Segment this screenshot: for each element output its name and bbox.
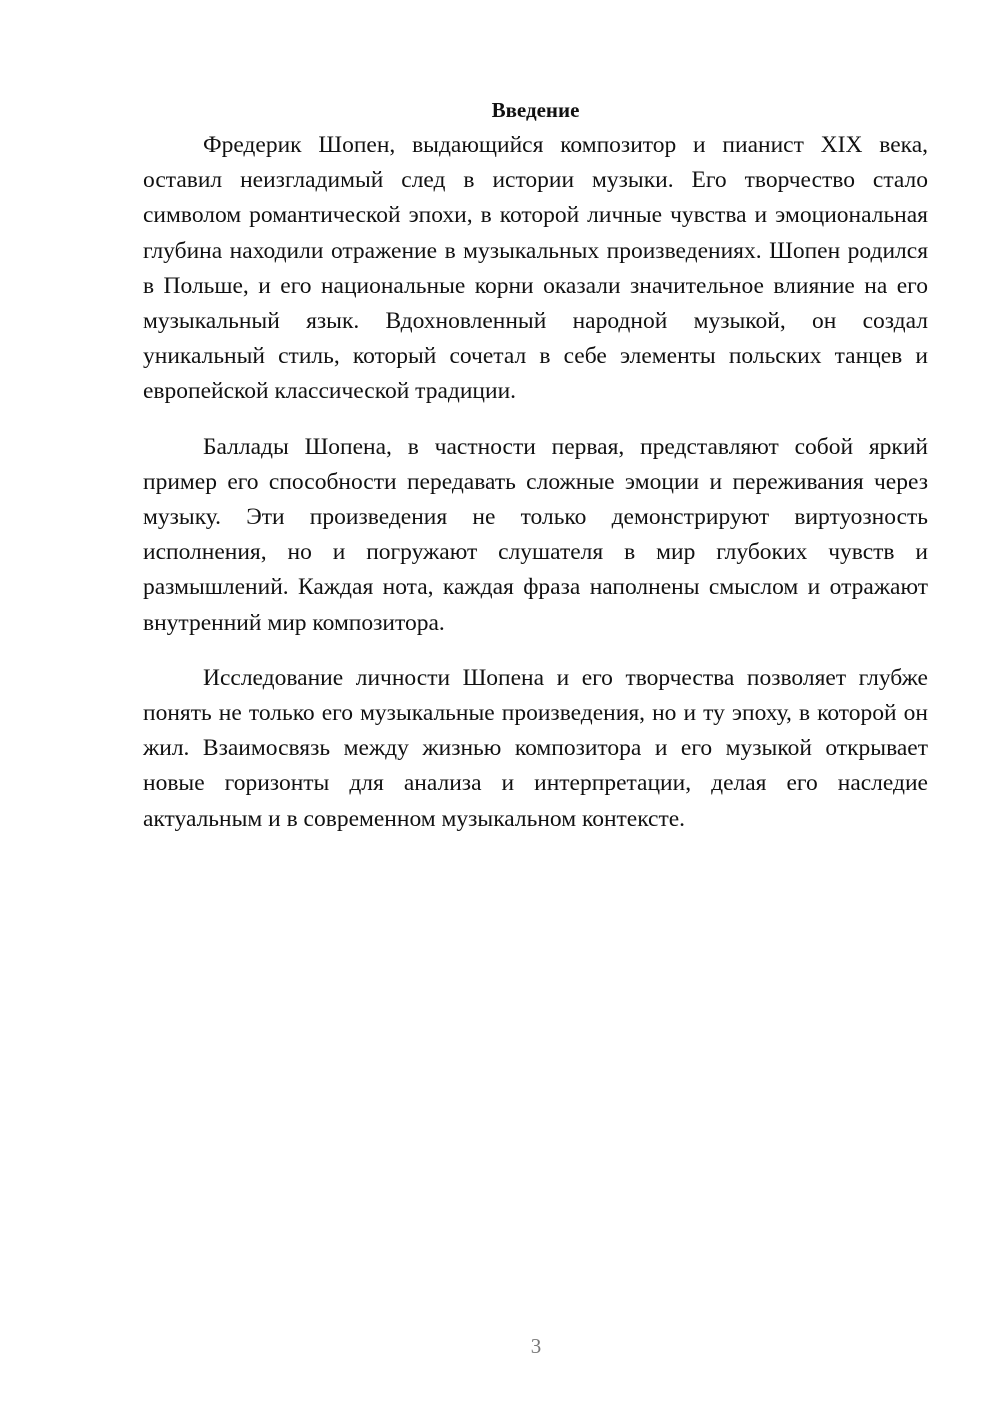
page-number: 3: [530, 1334, 542, 1358]
paragraph-1: Фредерик Шопен, выдающийся композитор и пианист XIX века, оставил неизгладимый след в истории музыки. Его творчество стало символом романтической эпохи, в которой личные чувства и эмоциональная глубина находили отражение в музыкальных произведениях. Шопен родился в Польше, и его национальные корни оказали значительное влияние на его музыкальный язык. Вдохновленный народной музыкой, он создал уникальный стиль, который сочетал в себе элементы польских танцев и европейской классической традиции.: [143, 132, 928, 405]
page-content: [143, 95, 928, 857]
paragraph-3: Исследование личности Шопена и его творчества позволяет глубже понять не только его музыкальные произведения, но и ту эпоху, в которой он жил. Взаимосвязь между жизнью композитора и его музыкой открывает новые горизонты для анализа и интерпретации, делая его наследие актуальным и в современном музыкальном контексте.: [143, 664, 928, 832]
paragraph-2: Баллады Шопена, в частности первая, представляют собой яркий пример его способности передавать сложные эмоции и переживания через музыку. Эти произведения не только демонстрируют виртуозность исполнения, но и погружают слушателя в мир глубоких чувств и размышлений. Каждая нота, каждая фраза наполнены смыслом и отражают внутренний мир композитора.: [143, 433, 928, 636]
section-heading: Введение: [491, 98, 580, 122]
